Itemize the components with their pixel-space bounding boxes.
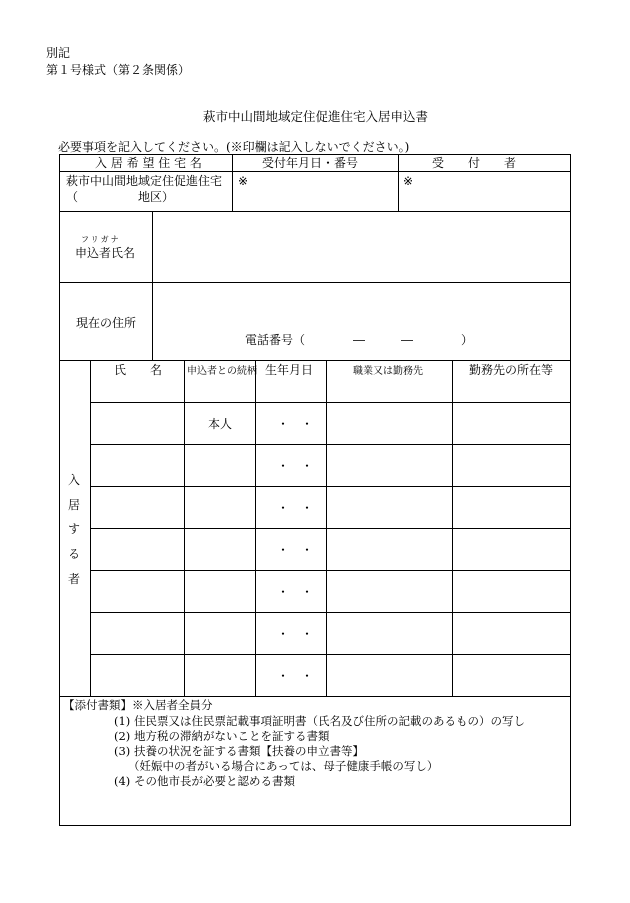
form-number: 第１号様式（第２条関係） [46, 63, 191, 77]
reception-date-header: 受付年月日・番号 [262, 156, 359, 170]
housing-name-header: 入 居 希 望 住 宅 名 [95, 156, 202, 170]
residents-side-label: る [68, 547, 81, 561]
divider [90, 402, 571, 403]
residents-side-label: 者 [68, 572, 81, 586]
applicant-name-field[interactable] [153, 212, 570, 282]
attachment-item: (2) 地方税の滞納がないことを証する書類 [114, 729, 330, 743]
address-label: 現在の住所 [76, 316, 137, 330]
divider [90, 486, 571, 487]
attachment-item: (4) その他市長が必要と認める書類 [114, 774, 295, 788]
divider [59, 171, 571, 172]
furigana-label: フリガナ [81, 235, 121, 244]
applicant-name-label: 申込者氏名 [75, 246, 136, 260]
relation-cell[interactable]: 本人 [208, 417, 233, 431]
col-header-birthdate: 生年月日 [265, 363, 314, 377]
page-title: 萩市中山間地域定住促進住宅入居申込書 [203, 109, 429, 124]
divider [59, 360, 571, 361]
birthdate-cell[interactable]: ・ ・ [277, 543, 314, 557]
col-header-relation: 申込者との続柄 [187, 366, 257, 377]
phone-number-field[interactable]: 電話番号（ ― ― ） [245, 333, 474, 347]
divider [59, 696, 571, 697]
instruction-text: 必要事項を記入してください。(※印欄は記入しないでください。) [58, 140, 410, 154]
divider [90, 654, 571, 655]
housing-district-field[interactable]: （ 地区） [66, 190, 175, 204]
divider [90, 528, 571, 529]
birthdate-cell[interactable]: ・ ・ [277, 669, 314, 683]
divider [90, 612, 571, 613]
divider [90, 444, 571, 445]
attachment-item: (1) 住民票又は住民票記載事項証明書（氏名及び住所の記載のあるもの）の写し [114, 714, 525, 728]
receiver-header: 受 付 者 [432, 156, 517, 170]
address-field[interactable] [153, 283, 570, 331]
birthdate-cell[interactable]: ・ ・ [277, 585, 314, 599]
divider [90, 570, 571, 571]
col-header-name: 氏 名 [114, 363, 163, 377]
reception-date-field: ※ [238, 174, 249, 188]
attachment-item: （妊娠中の者がいる場合にあっては、母子健康手帳の写し） [128, 759, 439, 773]
housing-name-line1[interactable]: 萩市中山間地域定住促進住宅 [66, 174, 223, 188]
birthdate-cell[interactable]: ・ ・ [277, 459, 314, 473]
attachment-item: (3) 扶養の状況を証する書類【扶養の申立書等】 [114, 744, 364, 758]
appendix-label: 別記 [46, 46, 71, 60]
divider [232, 154, 233, 211]
birthdate-cell[interactable]: ・ ・ [277, 501, 314, 515]
col-header-occupation: 職業又は勤務先 [353, 366, 423, 377]
residents-side-label: 居 [68, 498, 81, 512]
residents-side-label: 入 [68, 473, 81, 487]
birthdate-cell[interactable]: ・ ・ [277, 417, 314, 431]
attachments-heading: 【添付書類】※入居者全員分 [63, 698, 213, 712]
divider [398, 154, 399, 211]
residents-side-label: す [68, 522, 81, 536]
col-header-work-address: 勤務先の所在等 [469, 363, 554, 377]
receiver-field: ※ [403, 174, 414, 188]
birthdate-cell[interactable]: ・ ・ [277, 627, 314, 641]
